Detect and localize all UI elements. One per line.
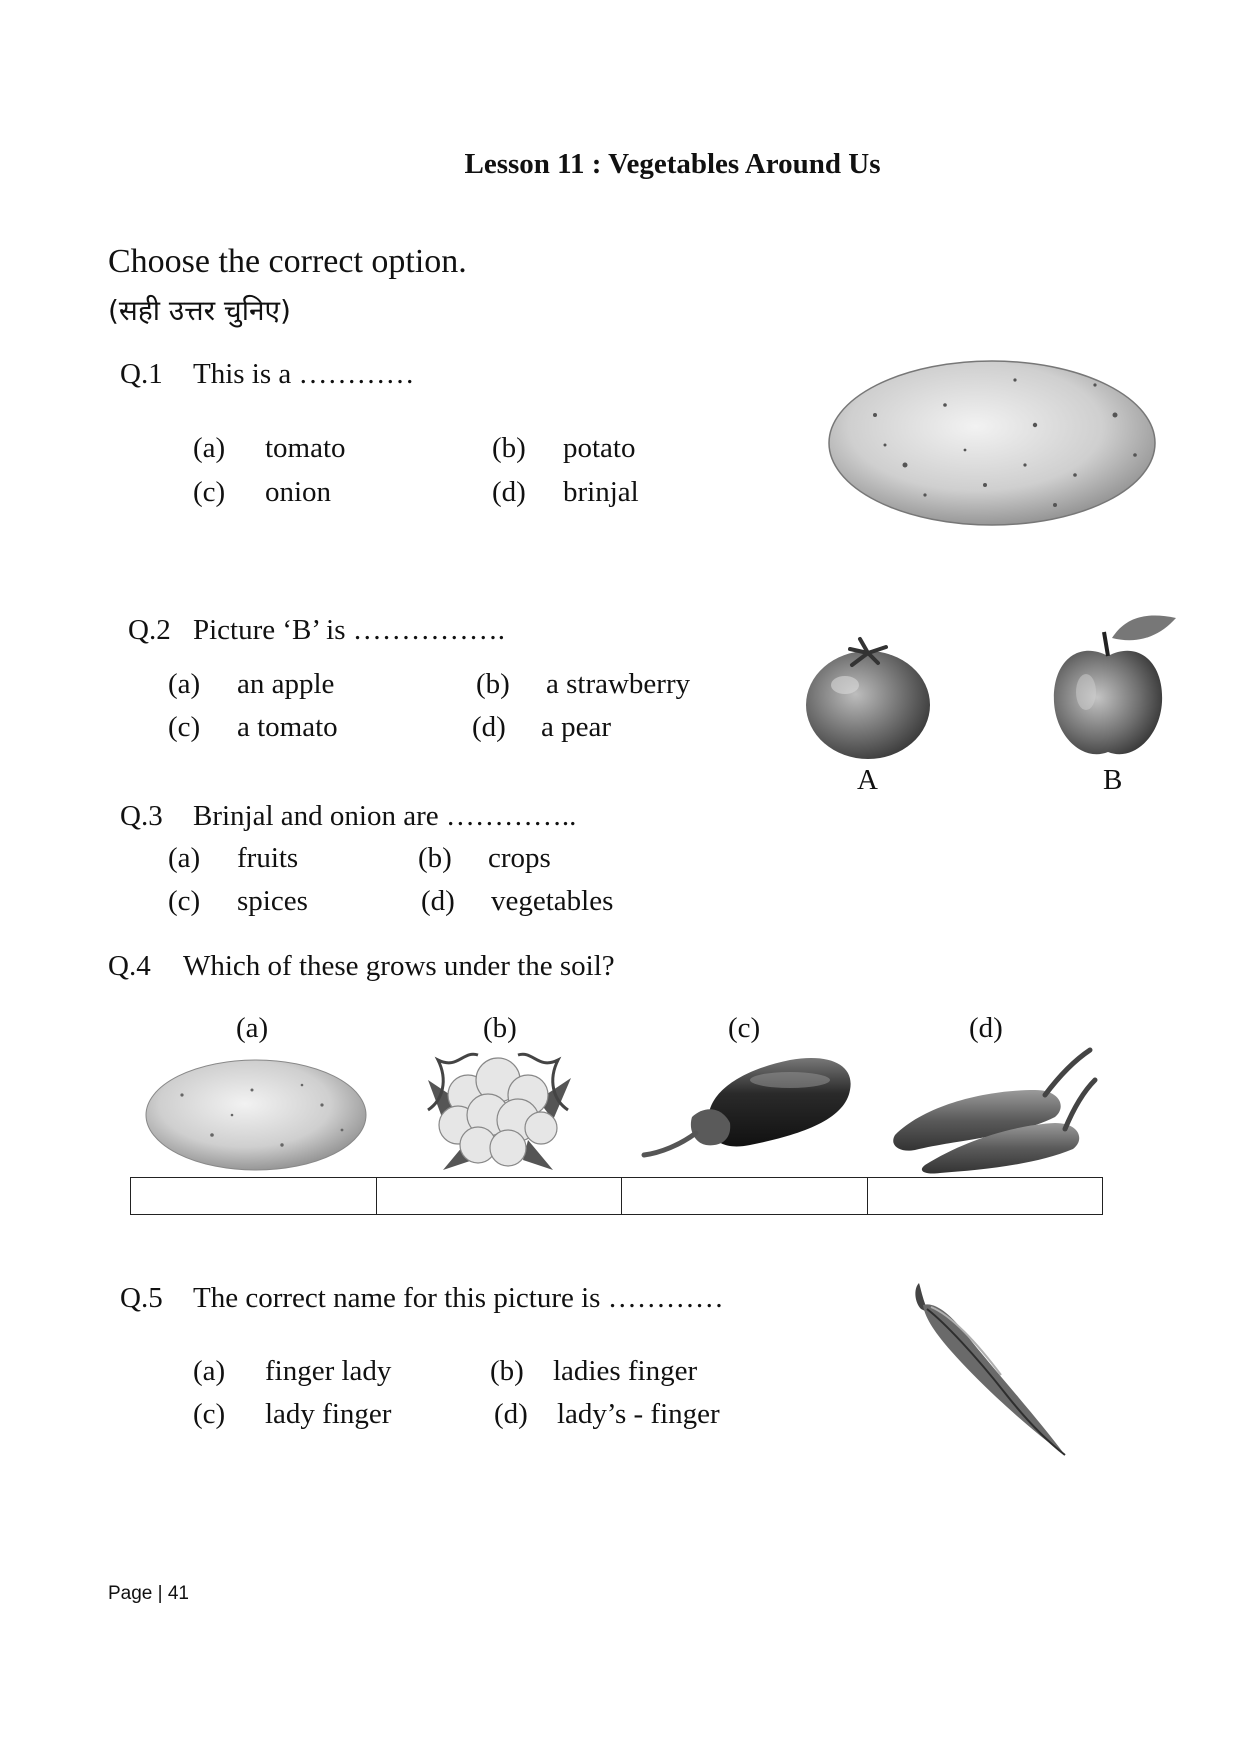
q4-label: Q.4 (108, 950, 151, 982)
q5-option-c-text[interactable]: lady finger (265, 1398, 392, 1430)
q1-text: This is a ………… (193, 358, 415, 390)
q2-option-d-letter: (d) (472, 711, 506, 743)
q3-option-c-letter: (c) (168, 885, 201, 917)
potato-image[interactable] (142, 1055, 370, 1175)
answer-box-c[interactable] (622, 1178, 868, 1215)
cauliflower-image[interactable] (423, 1040, 573, 1175)
q4-text: Which of these grows under the soil? (183, 950, 615, 982)
q2-option-a-letter: (a) (168, 668, 201, 700)
q2-option-c-letter: (c) (168, 711, 201, 743)
picture-label-b: B (1103, 764, 1123, 796)
answer-box-a[interactable] (131, 1178, 377, 1215)
q5-option-d-letter: (d) (494, 1398, 528, 1430)
q1-option-a-letter: (a) (193, 432, 226, 464)
q2-label: Q.2 (128, 614, 171, 646)
q3-text: Brinjal and onion are ………….. (193, 800, 577, 832)
okra-image (905, 1275, 1075, 1460)
answer-box-b[interactable] (376, 1178, 622, 1215)
chili-image[interactable] (885, 1045, 1100, 1175)
q5-option-a-letter: (a) (193, 1355, 226, 1387)
q2-option-a-text[interactable]: an apple (237, 668, 335, 700)
q1-option-b-text[interactable]: potato (563, 432, 636, 464)
q3-option-b-letter: (b) (418, 842, 452, 874)
q1-label: Q.1 (120, 358, 163, 390)
q3-option-a-letter: (a) (168, 842, 201, 874)
q1-option-c-letter: (c) (193, 476, 226, 508)
q2-option-d-text[interactable]: a pear (541, 711, 612, 743)
q2-text: Picture ‘B’ is ……………. (193, 614, 505, 646)
instruction-hindi: (सही उत्तर चुनिए) (108, 294, 291, 327)
lesson-title: Lesson 11 : Vegetables Around Us (464, 148, 881, 180)
q4-option-c-letter: (c) (728, 1012, 761, 1044)
q1-option-a-text[interactable]: tomato (265, 432, 346, 464)
brinjal-image[interactable] (640, 1045, 865, 1160)
q1-option-d-text[interactable]: brinjal (563, 476, 639, 508)
q3-option-b-text[interactable]: crops (488, 842, 551, 874)
q2-option-b-letter: (b) (476, 668, 510, 700)
tomato-image (800, 635, 940, 760)
q5-label: Q.5 (120, 1282, 163, 1314)
q5-option-b-text[interactable]: ladies finger (553, 1355, 698, 1387)
q3-label: Q.3 (120, 800, 163, 832)
q3-option-d-text[interactable]: vegetables (491, 885, 614, 917)
q5-option-d-text[interactable]: lady’s - finger (557, 1398, 720, 1430)
potato-image (825, 355, 1160, 530)
q5-option-b-letter: (b) (490, 1355, 524, 1387)
q1-option-d-letter: (d) (492, 476, 526, 508)
q3-option-a-text[interactable]: fruits (237, 842, 299, 874)
q4-option-a-letter: (a) (236, 1012, 269, 1044)
picture-label-a: A (857, 764, 878, 796)
q4-option-b-letter: (b) (483, 1012, 517, 1044)
q2-option-b-text[interactable]: a strawberry (546, 668, 691, 700)
instruction: Choose the correct option. (108, 243, 467, 280)
q5-text: The correct name for this picture is ………… (193, 1282, 724, 1314)
answer-boxes (130, 1177, 1103, 1215)
q1-option-c-text[interactable]: onion (265, 476, 332, 508)
q2-option-c-text[interactable]: a tomato (237, 711, 338, 743)
page-footer: Page | 41 (108, 1583, 190, 1604)
q4-option-d-letter: (d) (969, 1012, 1003, 1044)
answer-box-d[interactable] (868, 1178, 1103, 1215)
q3-option-d-letter: (d) (421, 885, 455, 917)
q3-option-c-text[interactable]: spices (237, 885, 308, 917)
q5-option-c-letter: (c) (193, 1398, 226, 1430)
q1-option-b-letter: (b) (492, 432, 526, 464)
apple-image (1048, 612, 1183, 760)
q5-option-a-text[interactable]: finger lady (265, 1355, 392, 1387)
